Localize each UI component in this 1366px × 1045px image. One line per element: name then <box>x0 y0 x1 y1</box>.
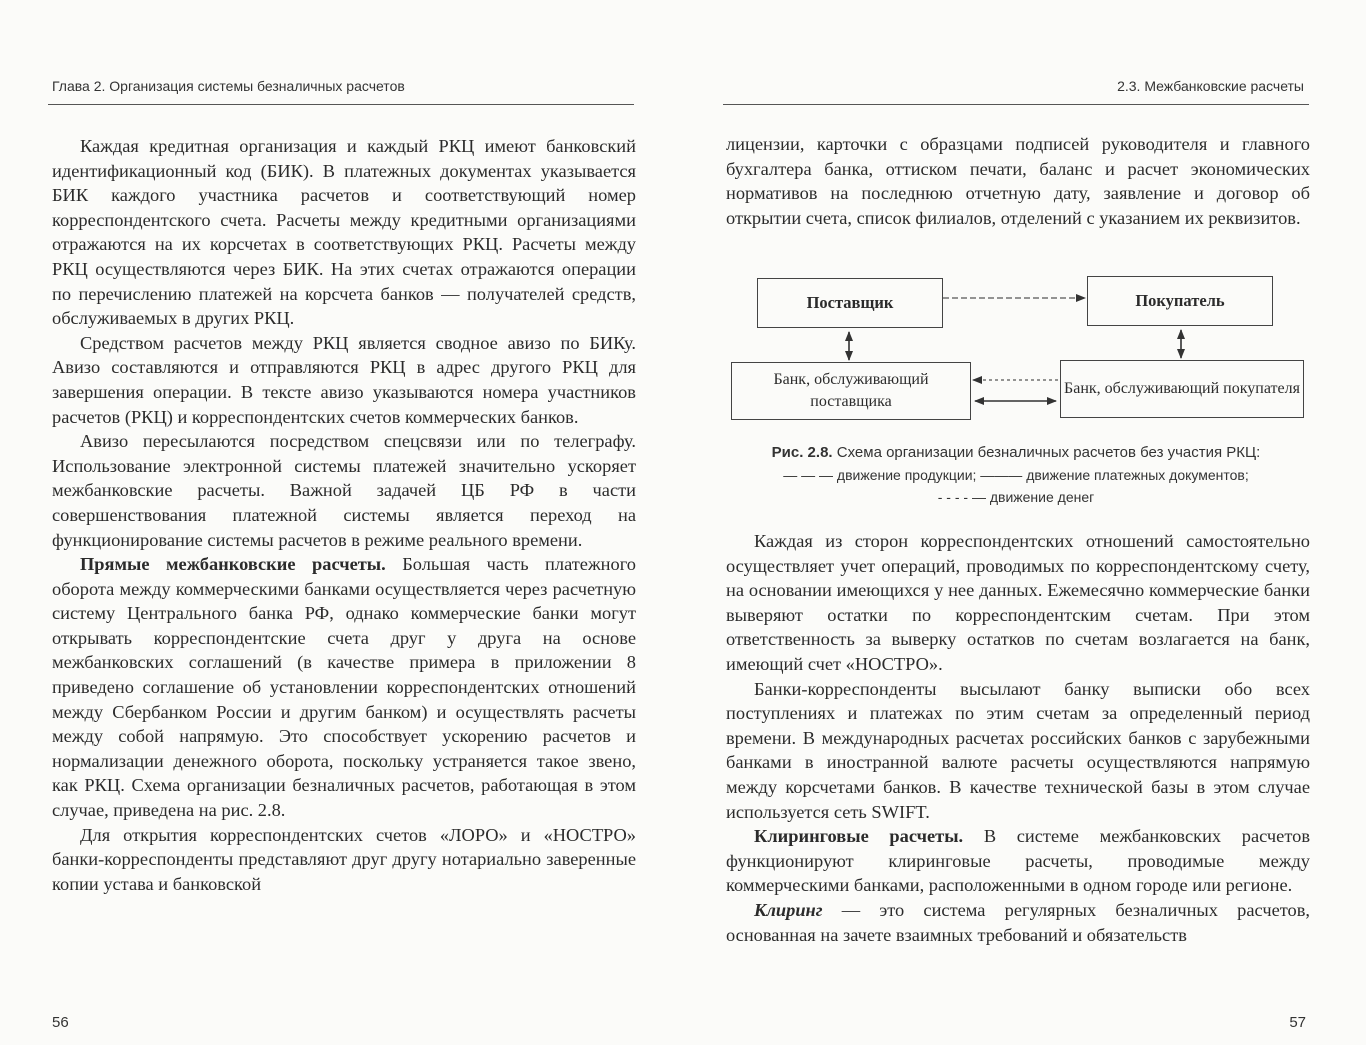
section-lead: Прямые межбанковские расчеты. <box>80 554 386 575</box>
figure-caption <box>723 442 1309 508</box>
figure-label: Рис. 2.8. <box>771 444 833 461</box>
caption-title: Схема организации безналичных расчетов без участия РКЦ: <box>832 444 1261 461</box>
right-continuation-text <box>726 132 1310 230</box>
buyer-bank-box: Банк, обслуживающий покупателя <box>1060 360 1304 418</box>
supplier-box: Поставщик <box>757 278 943 328</box>
header-rule-left <box>48 104 634 105</box>
page-number-left: 56 <box>52 1014 69 1031</box>
paragraph: Каждая кредитная организация и каждый РКЦ имеют банковский идентификационный код (БИК). В платежных документах указывается БИК каждого участника расчетов и соответствующий номер корреспондентского счета. Расчеты между кредитными организациями отражаются на их корсчетах в соответствующих РКЦ. Расчеты между РКЦ осуществляются через БИК. На этих счетах отражаются операции по перечислению платежей на корсчета банков — получателей средств, обслуживаемых в других РКЦ. <box>52 136 636 329</box>
flow-diagram <box>723 270 1313 430</box>
paragraph-text: Большая часть платежного оборота между коммерческими банками осуществляется через расчетную систему Центрального банка РФ, однако коммерческие банки могут открывать корреспондентские счета друг у друга на основе межбанковских соглашений (в качестве примера в приложении 8 приведено соглашение об установлении корреспондентских отношений между Сбербанком России и другим банком) и осуществлять расчеты между собой напрямую. Это способствует ускорению расчетов и нормализации денежного оборота, поскольку устраняется такое звено, как РКЦ. Схема организации безналичных расчетов, работающая в этом случае, приведена на рис. 2.8. <box>52 554 636 821</box>
paragraph <box>52 552 636 823</box>
header-rule-right <box>723 104 1309 105</box>
paragraph-text: В системе межбанковских расчетов функционируют клиринговые расчеты, проводимые между коммерческими банками, расположенными в одном городе или регионе. <box>726 826 1310 896</box>
paragraph <box>726 824 1310 898</box>
paragraph: Средством расчетов между РКЦ является сводное авизо по БИКу. Авизо составляются и отправляются РКЦ в адрес другого РКЦ для завершения операции. В тексте авизо указываются номера участников расчетов (РКЦ) и корреспондентских счетов коммерческих банков. <box>52 332 636 427</box>
right-body-text <box>726 529 1310 947</box>
caption-title-line <box>723 442 1309 464</box>
left-body-text <box>52 134 636 896</box>
paragraph-text: — это система регулярных безналичных расчетов, основанная на зачете взаимных требований и обязательств <box>726 899 1310 945</box>
paragraph: Для открытия корреспондентских счетов «ЛОРО» и «НОСТРО» банки-корреспонденты представляют друг другу нотариально заверенные копии устава и банковской <box>52 824 636 894</box>
paragraph: Банки-корреспонденты высылают банку выписки обо всех поступлениях и платежах по этим счетам за определенный период времени. В международных расчетах российских банков с зарубежными банками в иностранной валюте расчеты осуществляются напрямую между корсчетами банков. В качестве технической базы в этом случае используется сеть SWIFT. <box>726 678 1310 822</box>
term-lead: Клиринг <box>754 899 823 920</box>
paragraph: Каждая из сторон корреспондентских отношений самостоятельно осуществляет учет операций, проводимых по корреспондентскому счету, на основании имеющихся у нее данных. Ежемесячно коммерческие банки выверяют остатки по корреспондентским счетам. При этом ответственность за выверку остатков по счетам возлагается на банк, имеющий счет «НОСТРО». <box>726 531 1310 674</box>
caption-legend-1: — — — движение продукции; ——— движение платежных документов; <box>783 467 1249 483</box>
section-lead: Клиринговые расчеты. <box>754 826 964 847</box>
right-page <box>683 0 1366 1045</box>
supplier-bank-box: Банк, обслуживающий поставщика <box>731 362 971 420</box>
paragraph <box>726 898 1310 947</box>
caption-legend-2: - - - - — движение денег <box>937 489 1095 505</box>
paragraph: лицензии, карточки с образцами подписей руководителя и главного бухгалтера банка, оттиском печати, баланс и расчет экономических нормативов на последнюю отчетную дату, заявление и договор об открытии счета, список филиалов, отделений с указанием их реквизитов. <box>726 134 1310 228</box>
page-number-right: 57 <box>1289 1014 1306 1031</box>
running-head-right: 2.3. Межбанковские расчеты <box>1117 78 1304 94</box>
paragraph: Авизо пересылаются посредством спецсвязи или по телеграфу. Использование электронной системы платежей значительно ускоряет межбанковские расчеты. Важной задачей ЦБ РФ в части совершенствования платежной системы является переход на функционирование системы расчетов в режиме реального времени. <box>52 431 636 550</box>
running-head-left: Глава 2. Организация системы безналичных расчетов <box>52 78 405 94</box>
buyer-box: Покупатель <box>1087 276 1273 326</box>
